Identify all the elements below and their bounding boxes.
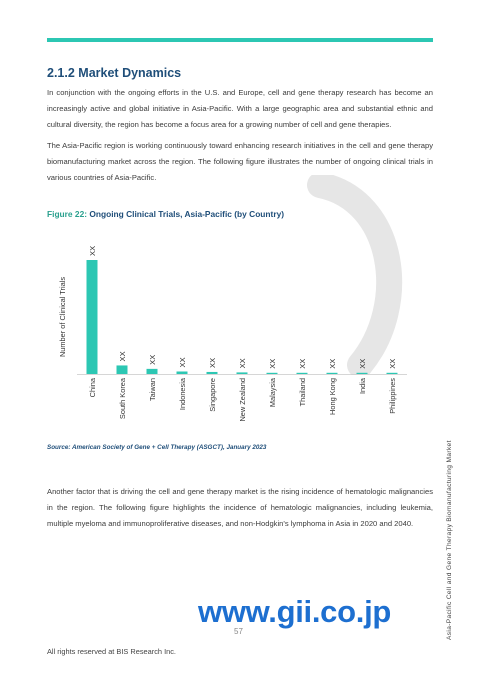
- bar-3: [177, 371, 188, 374]
- category-label-8: Hong Kong: [328, 378, 337, 415]
- bar-5: [237, 372, 248, 374]
- bar-10: [387, 373, 398, 374]
- category-label-10: Philippines: [388, 378, 397, 414]
- side-report-title: Asia-Pacific Cell and Gene Therapy Biomanufacturing Market: [446, 440, 453, 640]
- bar-4: [207, 372, 218, 374]
- bar-1: [117, 365, 128, 374]
- paragraph-intro: In conjunction with the ongoing efforts in the U.S. and Europe, cell and gene therapy research has become an increasingly active and global initiative in Asia-Pacific. With a large geographic area and substantial ethnic and cultural diversity, the region has become a focus area for a growing number of cell and gene therapies.: [47, 88, 433, 129]
- figure-caption: [47, 209, 284, 219]
- data-label-1: XX: [118, 351, 127, 362]
- data-label-0: XX: [88, 245, 97, 256]
- footer-copyright: All rights reserved at BIS Research Inc.: [47, 647, 176, 656]
- paragraph-research: The Asia-Pacific region is working continuously toward enhancing research initiatives in the cell and gene therapy biomanufacturing market across the region. The following figure illustrates the number of ongoing clinical trials in various countries of Asia-Pacific.: [47, 141, 433, 182]
- category-label-7: Thailand: [298, 378, 307, 407]
- y-axis-label: Number of Clinical Trials: [58, 276, 67, 358]
- data-label-5: XX: [238, 358, 247, 369]
- paragraph-hematologic: Another factor that is driving the cell and gene therapy market is the rising incidence of hematologic malignancies in the region. The following figure highlights the incidence of hematologic malignancies, including leukemia, multiple myeloma and immunoproliferative diseases, and non-Hodgkin's lymphoma in Asia in 2020 and 2040.: [47, 487, 433, 528]
- page-number: 57: [234, 627, 243, 636]
- bar-6: [267, 373, 278, 374]
- category-label-2: Taiwan: [148, 378, 157, 402]
- bar-9: [357, 373, 368, 374]
- category-label-3: Indonesia: [178, 378, 187, 411]
- data-label-3: XX: [178, 357, 187, 368]
- bar-7: [297, 373, 308, 374]
- data-label-10: XX: [388, 358, 397, 369]
- category-label-5: New Zealand: [238, 378, 247, 422]
- category-label-6: Malaysia: [268, 378, 277, 408]
- category-label-9: India: [358, 378, 367, 395]
- category-label-1: South Korea: [118, 378, 127, 420]
- section-heading: [47, 66, 181, 80]
- section-title: Market Dynamics: [78, 66, 182, 80]
- clinical-trials-bar-chart: [47, 228, 417, 438]
- data-label-4: XX: [208, 357, 217, 368]
- bar-0: [87, 260, 98, 374]
- section-number: 2.1.2: [47, 66, 75, 80]
- figure-label: Figure 22:: [47, 209, 88, 219]
- data-label-7: XX: [298, 358, 307, 369]
- category-label-4: Singapore: [208, 378, 217, 412]
- figure-source: Source: American Society of Gene + Cell Therapy (ASGCT), January 2023: [47, 444, 267, 451]
- data-label-9: XX: [358, 358, 367, 369]
- figure-title: Ongoing Clinical Trials, Asia-Pacific (by Country): [89, 209, 285, 219]
- bar-2: [147, 369, 158, 374]
- data-label-2: XX: [148, 354, 157, 365]
- data-label-8: XX: [328, 358, 337, 369]
- top-rule: [47, 38, 433, 42]
- data-label-6: XX: [268, 358, 277, 369]
- bar-8: [327, 373, 338, 374]
- category-label-0: China: [88, 378, 97, 398]
- gii-watermark: www.gii.co.jp: [198, 594, 392, 629]
